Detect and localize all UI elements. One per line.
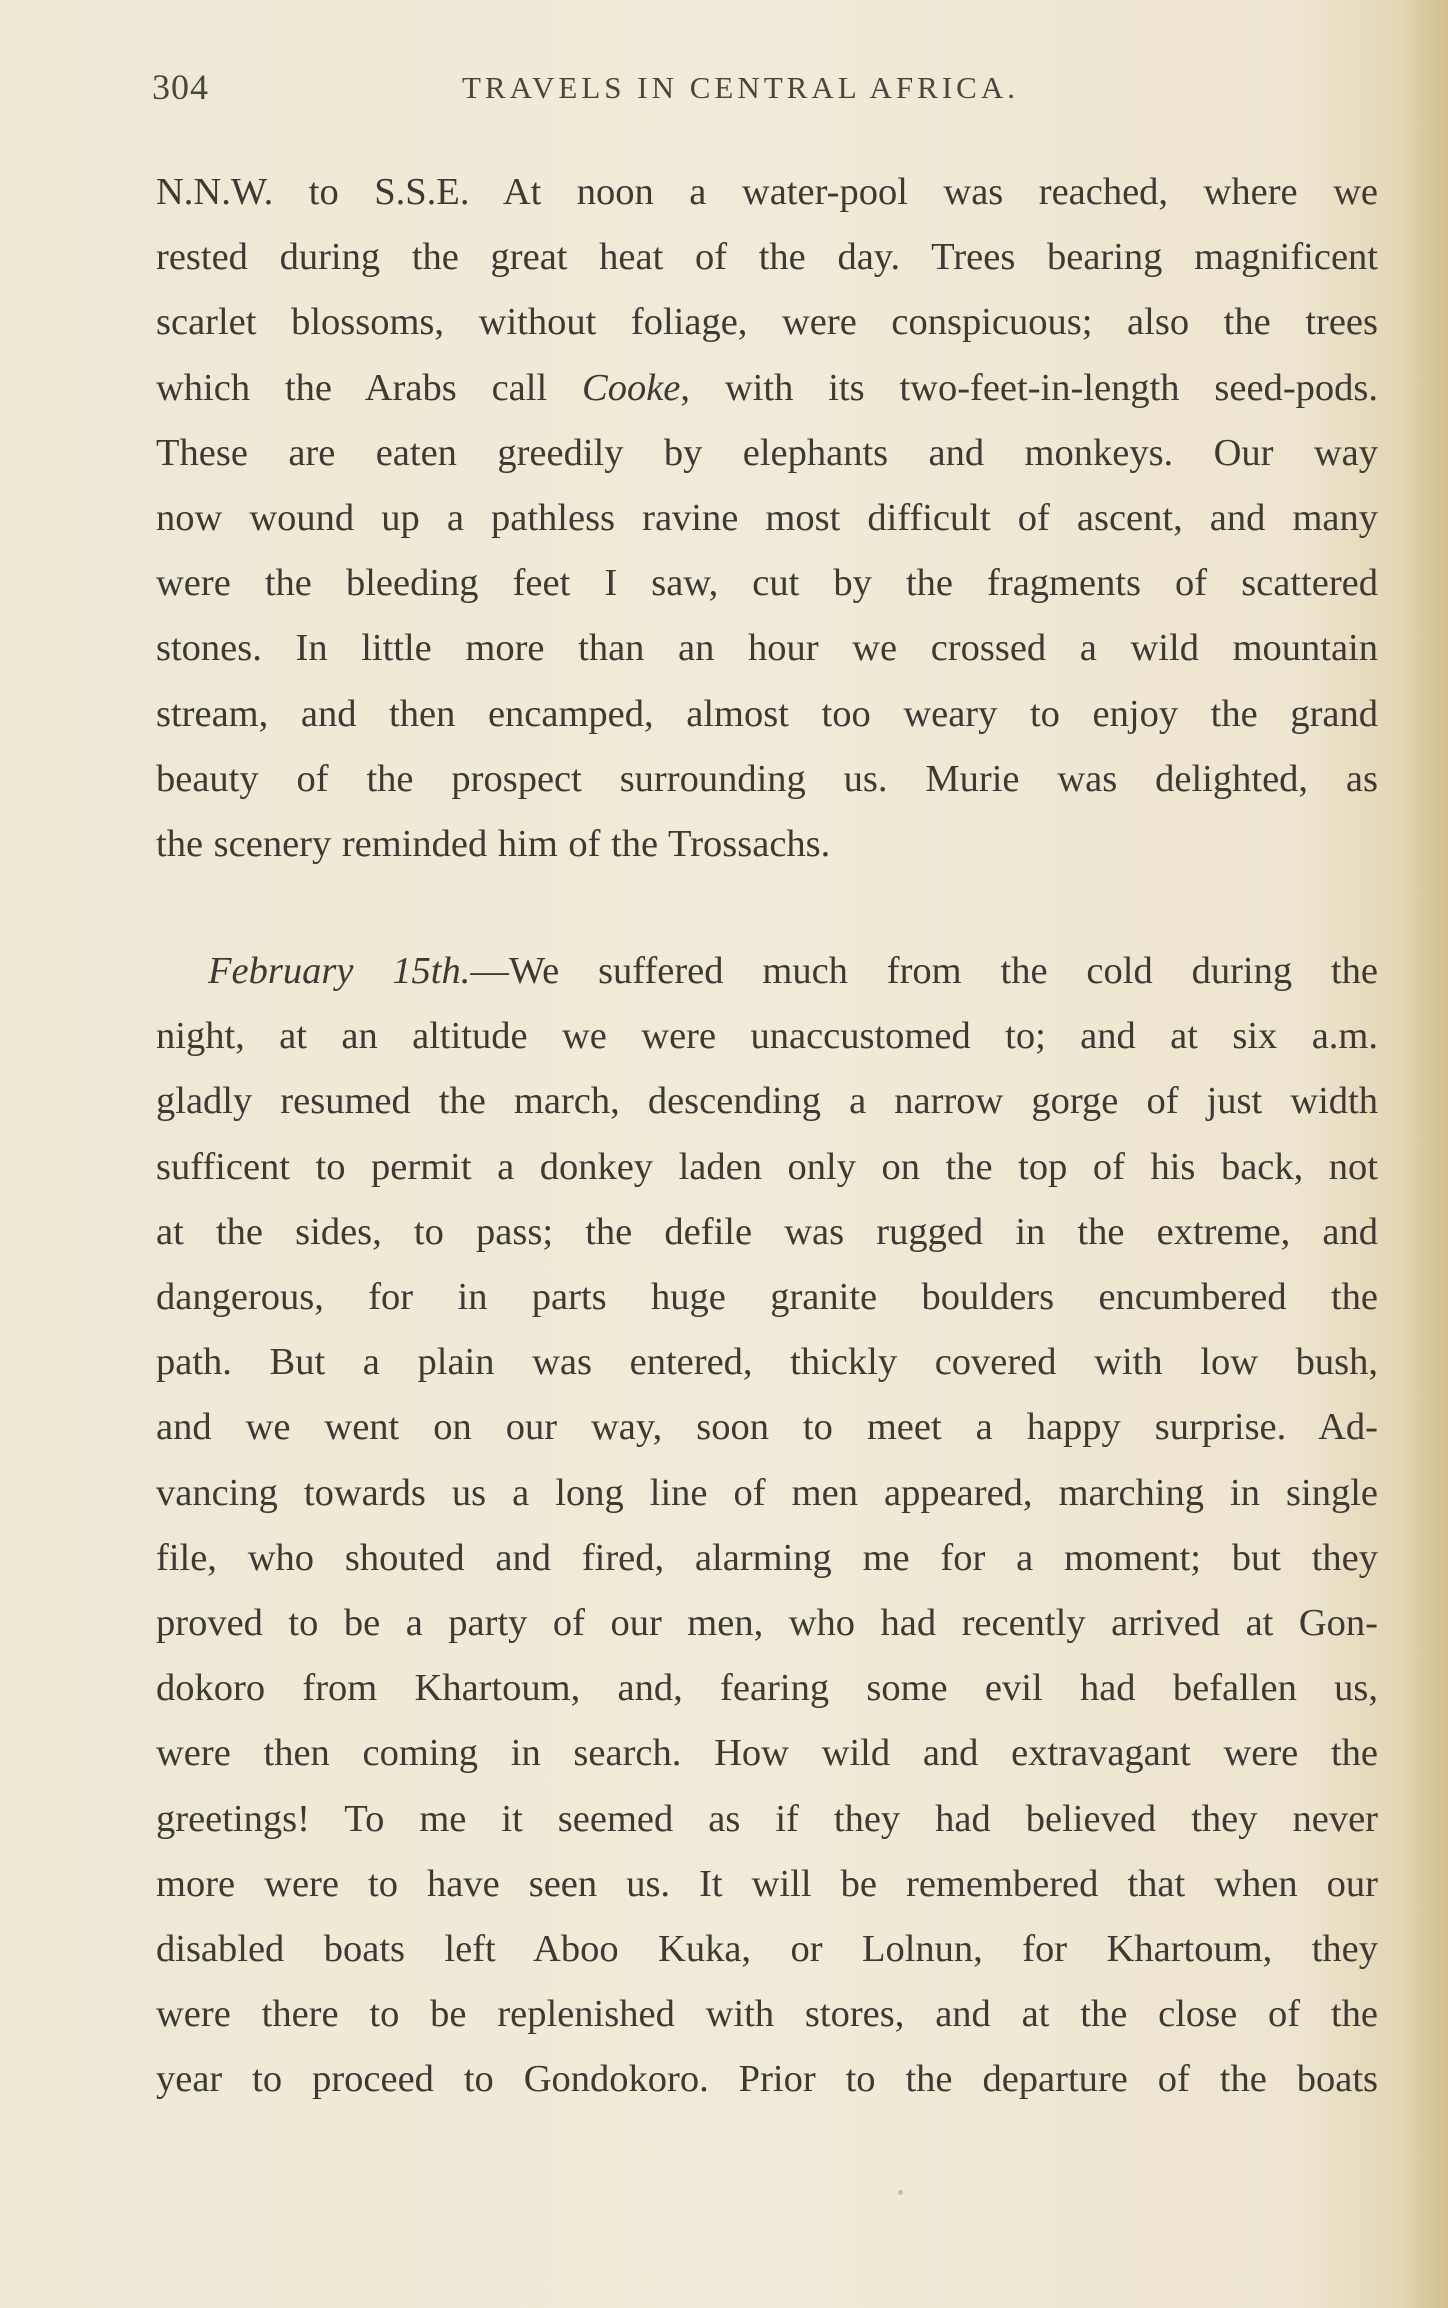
text-line: disabled boats left Aboo Kuka, or Lolnun, for Khartoum, they xyxy=(156,1927,1378,1970)
text-line: dangerous, for in parts huge granite boulders encumbered the xyxy=(156,1276,1378,1318)
text-line: and we went on our way, soon to meet a happy surprise. Ad- xyxy=(156,1406,1378,1449)
text-line: the scenery reminded him of the Trossachs. xyxy=(156,822,831,865)
text-line: These are eaten greedily by elephants and monkeys. Our way xyxy=(156,431,1378,474)
text-line-with-italic xyxy=(156,356,1378,421)
italic-term: Cooke xyxy=(582,366,681,409)
page-header xyxy=(152,66,1378,118)
text-line: vancing towards us a long line of men appeared, marching in single xyxy=(156,1471,1378,1514)
date-label: February 15th. xyxy=(208,950,471,993)
paper-speck xyxy=(898,2190,903,2195)
text-line: were then coming in search. How wild and extravagant were the xyxy=(156,1732,1378,1775)
text-line: greetings! To me it seemed as if they had believed they never xyxy=(156,1797,1378,1840)
running-title: TRAVELS IN CENTRAL AFRICA. xyxy=(462,70,1019,105)
text-line: N.N.W. to S.S.E. At noon a water-pool was reached, where we xyxy=(156,171,1378,213)
text-line: file, who shouted and fired, alarming me for a moment; but they xyxy=(156,1536,1378,1579)
text-line: more were to have seen us. It will be remembered that when our xyxy=(156,1862,1378,1905)
text-line: beauty of the prospect surrounding us. Murie was delighted, as xyxy=(156,757,1378,800)
text-line: scarlet blossoms, without foliage, were conspicuous; also the trees xyxy=(156,301,1378,344)
text-line: path. But a plain was entered, thickly covered with low bush, xyxy=(156,1341,1378,1384)
paragraph-gap xyxy=(156,877,1378,939)
text-line: stones. In little more than an hour we crossed a wild mountain xyxy=(156,627,1378,670)
text-segment: —We suffered much from the cold during the xyxy=(470,950,1378,993)
text-line: at the sides, to pass; the defile was rugged in the extreme, and xyxy=(156,1210,1378,1253)
text-line xyxy=(156,939,1378,1004)
paragraph-2 xyxy=(156,939,1378,2112)
text-line: year to proceed to Gondokoro. Prior to the departure of the boats xyxy=(156,2058,1378,2101)
spine-shadow xyxy=(1400,0,1448,2308)
text-line: were the bleeding feet I saw, cut by the fragments of scattered xyxy=(156,562,1378,605)
text-line: proved to be a party of our men, who had recently arrived at Gon- xyxy=(156,1601,1378,1644)
text-line: now wound up a pathless ravine most difficult of ascent, and many xyxy=(156,496,1378,539)
text-line: rested during the great heat of the day. Trees bearing magnificent xyxy=(156,236,1378,279)
text-segment: which the Arabs call Cooke, with its two-feet-in-length seed-pods. xyxy=(156,366,1378,409)
paragraph-1 xyxy=(156,160,1378,877)
page-body xyxy=(156,160,1378,2112)
text-line: sufficent to permit a donkey laden only on the top of his back, not xyxy=(156,1145,1378,1188)
page-number: 304 xyxy=(152,67,209,107)
text-line: gladly resumed the march, descending a narrow gorge of just width xyxy=(156,1080,1378,1123)
text-line: stream, and then encamped, almost too weary to enjoy the grand xyxy=(156,692,1378,735)
text-line: dokoro from Khartoum, and, fearing some evil had befallen us, xyxy=(156,1667,1378,1710)
text-line: night, at an altitude we were unaccustomed to; and at six a.m. xyxy=(156,1015,1378,1058)
text-line: were there to be replenished with stores, and at the close of the xyxy=(156,1993,1378,2036)
